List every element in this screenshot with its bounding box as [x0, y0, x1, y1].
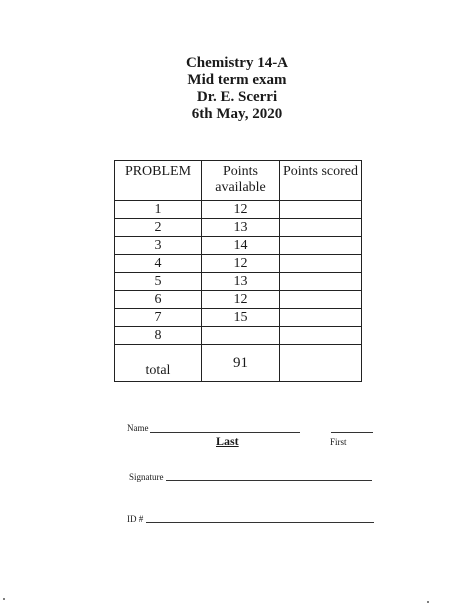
points-scored[interactable]: [280, 219, 362, 237]
table-row: [115, 255, 362, 273]
problem-number: 5: [115, 273, 202, 291]
problem-number: 6: [115, 291, 202, 309]
problem-number: 8: [115, 327, 202, 345]
first-name-caption: First: [330, 437, 347, 447]
score-table: [114, 160, 362, 382]
table-row: [115, 291, 362, 309]
total-label: total: [115, 345, 202, 382]
instructor-name: Dr. E. Scerri: [196, 89, 278, 105]
total-scored[interactable]: [280, 345, 362, 382]
problem-number: 7: [115, 309, 202, 327]
scan-speck: [3, 598, 5, 600]
points-available: 13: [202, 273, 280, 291]
id-line[interactable]: [146, 522, 374, 523]
signature-line[interactable]: [166, 480, 372, 481]
points-available: 14: [202, 237, 280, 255]
points-scored[interactable]: [280, 291, 362, 309]
problem-number: 2: [115, 219, 202, 237]
exam-title-block: [0, 55, 474, 123]
signature-label: Signature: [129, 472, 164, 482]
points-scored[interactable]: [280, 201, 362, 219]
course-title: Chemistry 14-A: [185, 55, 289, 71]
scan-speck: [427, 601, 429, 603]
points-scored[interactable]: [280, 327, 362, 345]
header-problem: PROBLEM: [115, 161, 202, 201]
points-available: 15: [202, 309, 280, 327]
last-name-line[interactable]: [150, 432, 300, 433]
problem-number: 1: [115, 201, 202, 219]
exam-date: 6th May, 2020: [191, 106, 283, 122]
table-row: [115, 219, 362, 237]
points-available: [202, 327, 280, 345]
header-points-scored: Points scored: [280, 161, 362, 201]
name-label: Name: [127, 423, 149, 433]
table-row: [115, 327, 362, 345]
last-name-caption: Last: [216, 434, 239, 448]
table-row: [115, 309, 362, 327]
points-available: 12: [202, 291, 280, 309]
points-scored[interactable]: [280, 255, 362, 273]
table-total-row: [115, 345, 362, 382]
points-scored[interactable]: [280, 273, 362, 291]
exam-title: Mid term exam: [187, 72, 287, 88]
problem-number: 4: [115, 255, 202, 273]
first-name-line[interactable]: [331, 432, 373, 433]
table-header-row: [115, 161, 362, 201]
problem-number: 3: [115, 237, 202, 255]
points-scored[interactable]: [280, 237, 362, 255]
points-available: 12: [202, 255, 280, 273]
table-row: [115, 273, 362, 291]
table-row: [115, 201, 362, 219]
points-available: 13: [202, 219, 280, 237]
header-points-available: Points available: [202, 161, 280, 201]
table-row: [115, 237, 362, 255]
points-available: 12: [202, 201, 280, 219]
total-points: 91: [202, 345, 280, 382]
id-label: ID #: [127, 514, 144, 524]
points-scored[interactable]: [280, 309, 362, 327]
